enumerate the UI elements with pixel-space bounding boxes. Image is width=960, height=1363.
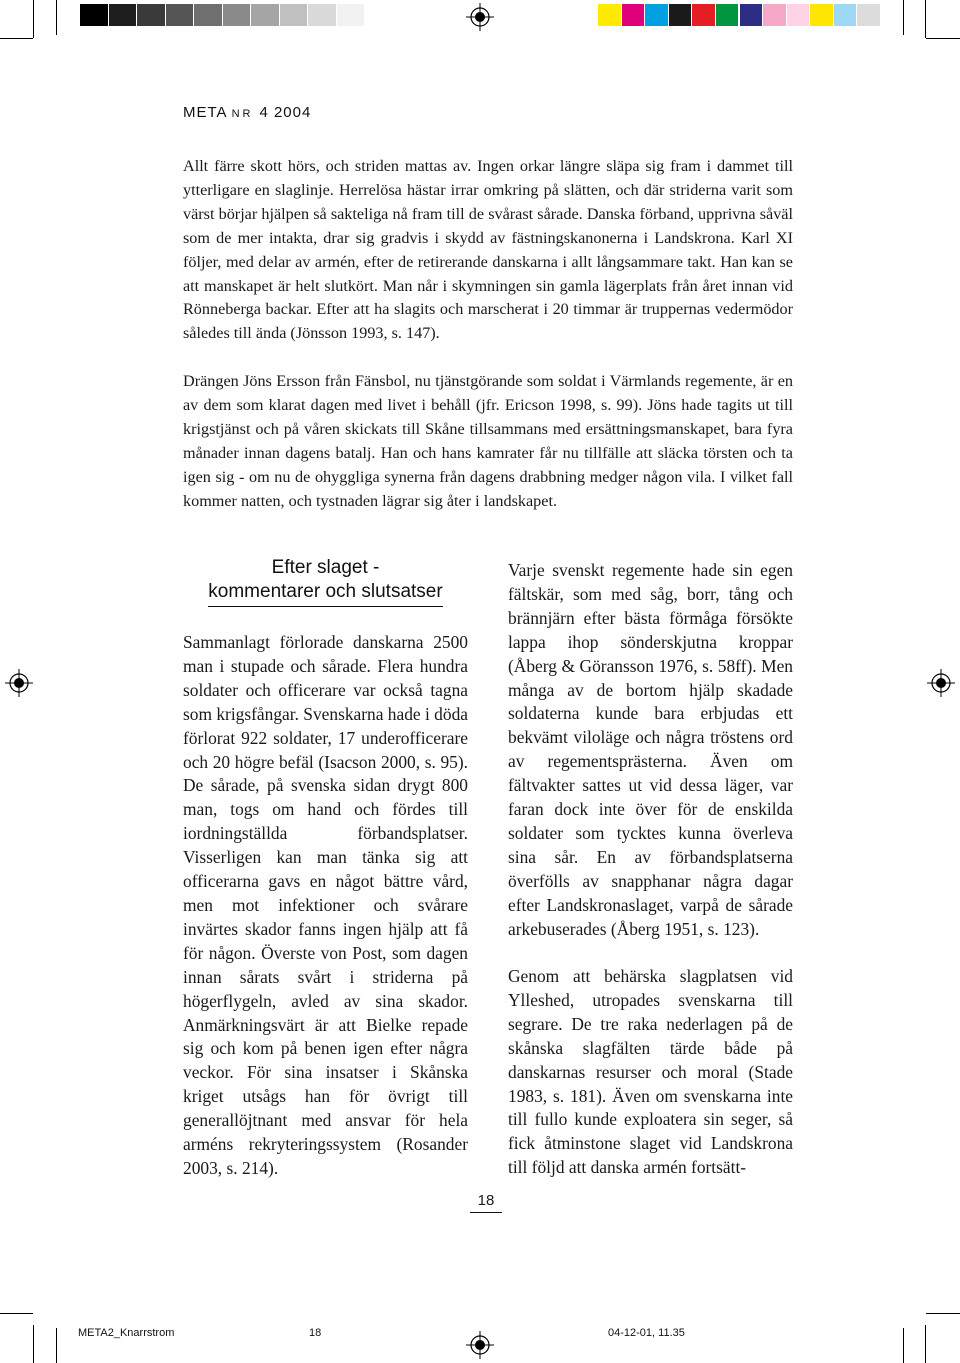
slug-timestamp: 04-12-01, 11.35 <box>608 1327 685 1339</box>
issue-nr-label: NR <box>231 108 254 120</box>
registration-mark-icon <box>5 669 33 697</box>
intro-paragraph: Allt färre skott hörs, och striden mattas av. Ingen orkar längre släpa sig fram i dammet till ytterligare en slaglinje. Herrelösa hästar irrar omkring på slätten, och där striderna varit som värst börjar hjälpen så sakteliga nå fram till de svårast sårade. Danska förband, upprivna såväl som de mer intakta, drar sig gradvis i skydd av fästningskanonerna i Landskrona. Karl XI följer, med delar av armén, efter de retirerande danskarna i allt långsammare takt. Han kan se att manskapet är helt slutkört. Man når i skymningen sin gamla lägerplats från året innan vid Rönneberga backar. Efter att ha slagits och marscherat i 20 timmar är truppernas vedermödor således till ända (Jönsson 1993, s. 147). <box>183 157 793 343</box>
crop-mark-bottom-left-h <box>0 1313 33 1314</box>
journal-name: META <box>183 104 228 121</box>
crop-mark-top-right-v2 <box>903 0 904 35</box>
slug-filename: META2_Knarrstrom <box>78 1327 175 1339</box>
section-heading <box>183 556 468 607</box>
registration-mark-icon <box>927 669 955 697</box>
crop-mark-bottom-right-h <box>926 1313 960 1314</box>
color-swatch <box>598 4 621 26</box>
crop-mark-bottom-left-v2 <box>56 1328 57 1363</box>
running-header <box>183 104 311 121</box>
color-swatch <box>740 4 763 26</box>
gray-swatch <box>223 4 251 26</box>
color-swatch <box>645 4 668 26</box>
gray-swatch <box>308 4 336 26</box>
gray-swatch <box>109 4 137 26</box>
color-swatch <box>857 4 880 26</box>
color-swatch <box>622 4 645 26</box>
crop-mark-top-right-h <box>926 38 960 39</box>
registration-mark-icon <box>466 3 494 31</box>
crop-mark-bottom-right-v <box>925 1325 926 1363</box>
gray-swatch <box>166 4 194 26</box>
gray-swatch <box>280 4 308 26</box>
crop-mark-bottom-left-v <box>33 1325 34 1363</box>
crop-mark-top-right-v <box>925 0 926 38</box>
column-left-paragraph: Sammanlagt förlorade danskarna 2500 man i stupade och sårade. Flera hundra soldater och officerare var också tagna som krigsfångar. Svenskarna hade i döda förlorat 922 soldater, 17 underofficerare och 20 högre befäl (Isacson 2000, s. 95). De sårade, på svenska sidan drygt 800 man, togs om hand och fördes till iordningställda förbandsplatser. Visserligen kan man tänka sig att officerarna gavs en något bättre vård, men mot infektioner och svårare invärtes skador fanns ingen hjälp att få för någon. Överste von Post, som dagen innan sårats svårt i striderna på högerflygeln, avled av sina skador. Anmärkningsvärt är att Bielke repade sig och kom på benen igen efter några veckor. För sina insatser i Skånska kriget utsågs han för övrigt till generallöjtnant med ansvar för hela arméns rekryteringssystem (Rosander 2003, s. 214). <box>183 632 468 1178</box>
section-heading-line: kommentarer och slutsatser <box>208 580 442 607</box>
grayscale-calibration-bar <box>80 0 365 30</box>
gray-swatch <box>194 4 222 26</box>
color-swatch <box>692 4 715 26</box>
gray-swatch <box>80 4 108 26</box>
color-swatch <box>787 4 810 26</box>
column-right-paragraph: Genom att behärska slagplatsen vid Ylleshed, utropades svenskarna till segrare. De tre raka nederlagen på de skånska slagfälten tärde både på danskarnas resurser och moral (Stade 1983, s. 181). Även om svenskarna inte till fullo kunde exploatera sin seger, så fick åtminstone slaget vid Landskrona till följd att danska armén fortsätt- <box>508 966 793 1178</box>
slug-page: 18 <box>309 1327 322 1339</box>
column-right-paragraph: Varje svenskt regemente hade sin egen fältskär, som med såg, borr, tång och brännjärn efter bästa förmåga försökte lappa ihop sönderskjutna kroppar (Åberg & Göransson 1976, s. 58ff). Men många av de bortom hjälp skadade soldaterna kunde bara erbjudas ett bekvämt viloläge och några tröstens ord av regementsprästerna. Även om fältvakter sattes ut vid dessa läger, var faran dock inte över för de enskilda soldater som tycktes kunna överleva sina sår. En av förbandsplatserna överfölls av snapphanar några dagar efter Landskronaslaget, varpå de sårade arkebuserades (Åberg 1951, s. 123). <box>508 560 793 939</box>
gray-swatch <box>137 4 165 26</box>
color-swatch <box>763 4 786 26</box>
crop-mark-top-left-v2 <box>56 0 57 35</box>
page-number: 18 <box>470 1192 502 1213</box>
crop-mark-top-left-h <box>0 38 33 39</box>
crop-mark-bottom-right-v2 <box>903 1328 904 1363</box>
gray-swatch <box>337 4 365 26</box>
color-swatch <box>834 4 857 26</box>
registration-mark-icon <box>466 1331 494 1359</box>
section-heading-line: Efter slaget - <box>271 557 380 578</box>
color-calibration-bar <box>598 0 881 30</box>
intro-paragraph: Drängen Jöns Ersson från Fänsbol, nu tjänstgörande som soldat i Värmlands regemente, är en av dem som klarat dagen med livet i behåll (jfr. Ericson 1998, s. 99). Jöns hade tagits ut till krigstjänst och på våren skickats till Skåne tillsammans med ersättningsmanskapet, bara fyra månader innan dagens batalj. Han och hans kamrater får nu tillfälle att släcka törsten och ta igen sig - om nu de ohyggliga synerna från dagens drabbning medger någon vila. I vilket fall kommer natten, och tystnaden lägrar sig åter i landskapet. <box>183 372 793 510</box>
color-swatch <box>716 4 739 26</box>
gray-swatch <box>251 4 279 26</box>
crop-mark-top-left-v <box>33 0 34 38</box>
issue-number: 4 2004 <box>259 104 312 121</box>
color-swatch <box>669 4 692 26</box>
color-swatch <box>810 4 833 26</box>
